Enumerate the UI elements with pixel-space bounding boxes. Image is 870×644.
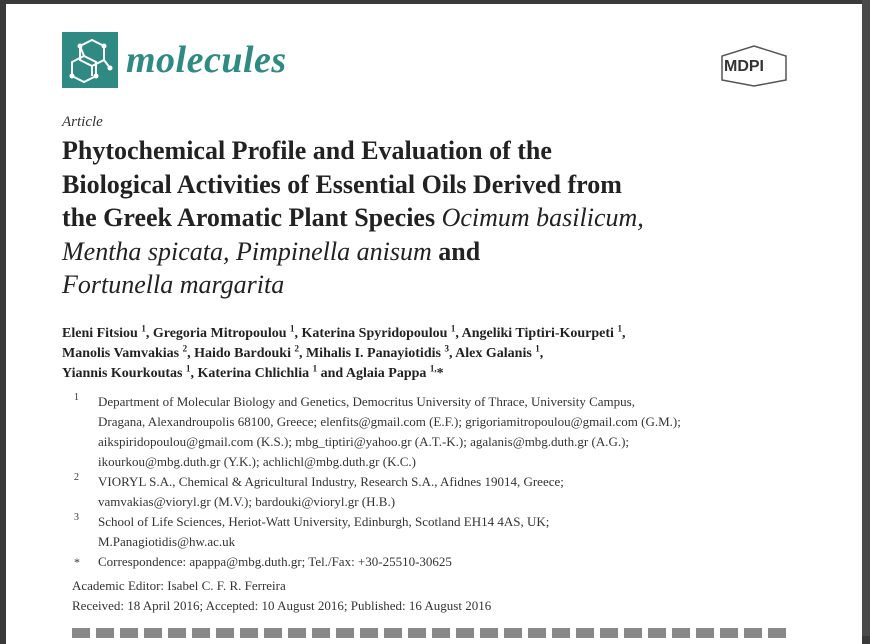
title-line-2: Biological Activities of Essential Oils Derived from <box>62 169 622 199</box>
article-type: Article <box>62 114 103 130</box>
academic-editor: Academic Editor: Isabel C. F. R. Ferreira <box>72 578 286 593</box>
journal-name: molecules <box>126 39 287 81</box>
correspondence: * Correspondence: apappa@mbg.duth.gr; Tel./Fax: +30-25510-30625 <box>74 554 452 569</box>
affiliations <box>62 392 802 572</box>
publisher-name: MDPI <box>724 58 764 75</box>
molecules-logo-icon <box>62 32 118 88</box>
affiliation-1: 1 Department of Molecular Biology and Genetics, Democritus University of Thrace, University Campus, Dragana, Alexandroupolis 68100, Greece; elenfits@gmail.com (E.F.); grigoriamitropoulou@gmail.com (G.M.); aikspiridopoulou@gmail.com (K.S.); mbg_tiptiri@yahoo.gr (A.T.-K.); agalanis@mbg.duth.gr (A.G.); ikourkou@mbg.duth.gr (Y.K.); achlichl@mbg.duth.gr (K.C.) <box>74 392 681 469</box>
affiliation-3: 3 School of Life Sciences, Heriot-Watt University, Edinburgh, Scotland EH14 4AS, UK; M.Panagiotidis@hw.ac.uk <box>74 512 550 549</box>
title-line-3: the Greek Aromatic Plant Species Ocimum basilicum, <box>62 203 644 232</box>
viewer-scrollbar[interactable] <box>862 0 870 636</box>
journal-header <box>62 32 802 96</box>
article-title <box>62 134 802 302</box>
author-line-3: Yiannis Kourkoutas $^1$, Katerina Chlichlia $^1$ and Aglaia Pappa $^{1,}$* <box>62 363 444 381</box>
abstract-text-cutoff <box>72 628 792 638</box>
title-line-4: Mentha spicata, Pimpinella anisum and <box>62 236 481 266</box>
title-line-1: Phytochemical Profile and Evaluation of the <box>62 136 552 165</box>
publication-dates: Received: 18 April 2016; Accepted: 10 August 2016; Published: 16 August 2016 <box>72 598 492 613</box>
author-line-1: Eleni Fitsiou $^1$, Gregoria Mitropoulou $^1$, Katerina Spyridopoulou $^1$, Angeliki Tiptiri-Kourpeti $^1$, <box>62 323 626 341</box>
mdpi-logo <box>718 44 790 88</box>
title-line-5: Fortunella margarita <box>62 270 285 299</box>
pdf-page <box>6 4 862 644</box>
author-line-2: Manolis Vamvakias $^2$, Haido Bardouki $^2$, Mihalis I. Panayiotidis $^3$, Alex Galanis $^1$, <box>62 343 544 361</box>
author-list <box>62 324 822 384</box>
affiliation-2: 2 VIORYL S.A., Chemical & Agricultural Industry, Research S.A., Afidnes 19014, Greece; vamvakias@vioryl.gr (M.V.); bardouki@vioryl.gr (H.B.) <box>74 472 564 509</box>
